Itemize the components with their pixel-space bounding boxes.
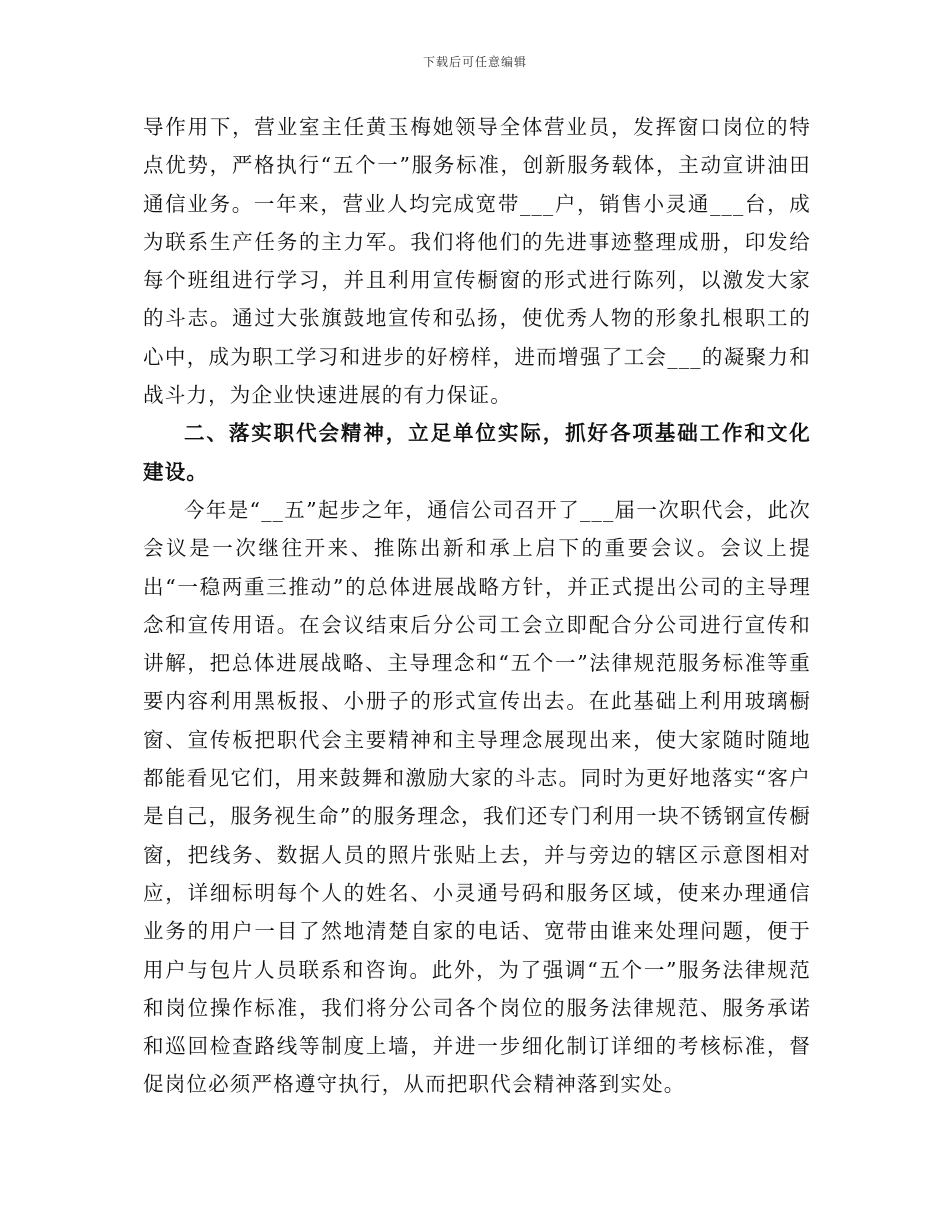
- document-body: [143, 108, 811, 1104]
- page-header-note: 下载后可任意编辑: [422, 55, 527, 69]
- section-heading-2: 二、落实职代会精神，立足单位实际，抓好各项基础工作和文化建设。: [143, 421, 811, 484]
- paragraph-section-2: 今年是“__五”起步之年，通信公司召开了___届一次职代会，此次会议是一次继往开来、推陈出新和承上启下的重要会议。会议上提出“一稳两重三推动”的总体进展战略方针，并正式提出公司的主导理念和宣传用语。在会议结束后分公司工会立即配合分公司进行宣传和讲解，把总体进展战略、主导理念和“五个一”法律规范服务标准等重要内容利用黑板报、小册子的形式宣传出去。在此基础上利用玻璃橱窗、宣传板把职代会主要精神和主导理念展现出来，使大家随时随地都能看见它们，用来鼓舞和激励大家的斗志。同时为更好地落实“客户是自己，服务视生命”的服务理念，我们还专门利用一块不锈钢宣传橱窗，把线务、数据人员的照片张贴上去，并与旁边的辖区示意图相对应，详细标明每个人的姓名、小灵通号码和服务区域，使来办理通信业务的用户一目了然地清楚自家的电话、宽带由谁来处理问题，便于用户与包片人员联系和咨询。此外，为了强调“五个一”服务法律规范和岗位操作标准，我们将分公司各个岗位的服务法律规范、服务承诺和巡回检查路线等制度上墙，并进一步细化制订详细的考核标准，督促岗位必须严格遵守执行，从而把职代会精神落到实处。: [143, 497, 811, 1097]
- paragraph-continuation: 导作用下，营业室主任黄玉梅她领导全体营业员，发挥窗口岗位的特点优势，严格执行“五个一”服务标准，创新服务载体，主动宣讲油田通信业务。一年来，营业人均完成宽带___户，销售小灵通___台，成为联系生产任务的主力军。我们将他们的先进事迹整理成册，印发给每个班组进行学习，并且利用宣传橱窗的形式进行陈列，以激发大家的斗志。通过大张旗鼓地宣传和弘扬，使优秀人物的形象扎根职工的心中，成为职工学习和进步的好榜样，进而增强了工会___的凝聚力和战斗力，为企业快速进展的有力保证。: [143, 115, 811, 408]
